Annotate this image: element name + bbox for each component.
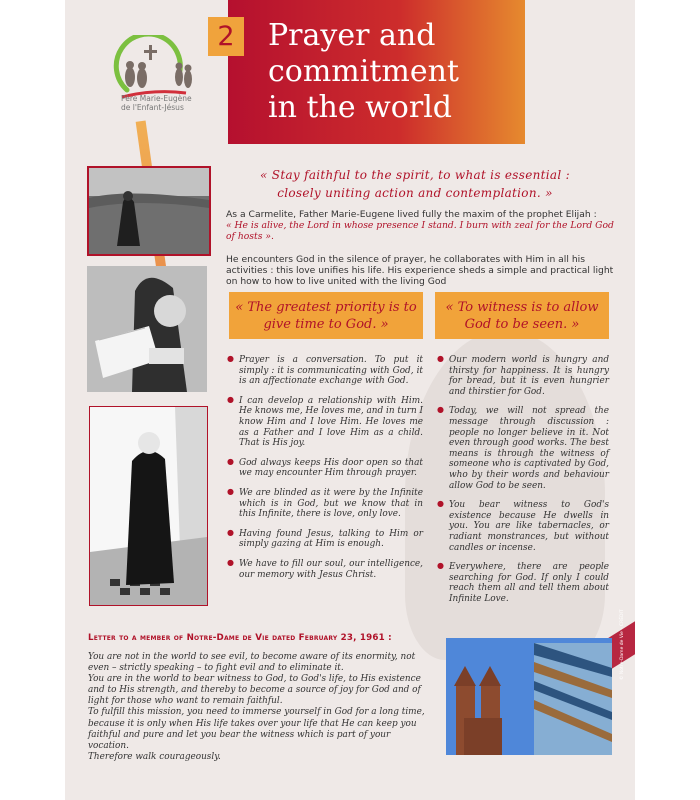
title-line: Prayer and <box>268 18 436 53</box>
photo-standing-priest <box>89 406 208 606</box>
main-quote-line: « Stay faithful to the spirit, to what is essential : <box>260 168 570 182</box>
main-quote-line: closely uniting action and contemplation. » <box>277 186 553 200</box>
list-item: ● You bear witness to God's existence because He dwells in you. You are like tabernacles, or radiant monstrances, but without candles or incense. <box>437 500 609 553</box>
list-item: ● God always keeps His door open so that we may encounter Him through prayer. <box>227 458 423 479</box>
letter-paragraph: To fulfill this mission, you need to immerse yourself in God for a long time, because it is only when His life takes over your life that He can keep you faithful and pure and let you bear the witness which is part of your vocation. <box>88 707 425 751</box>
letter-paragraph: Therefore walk courageously. <box>88 751 221 762</box>
letter-paragraph: You are not in the world to see evil, to become aware of its enormity, not even – strictly speaking – to fight evil and to eliminate it. <box>88 652 416 674</box>
list-item: ● Our modern world is hungry and thirsty for happiness. It is hungry for bread, but it is even hungrier and thirstier for God. <box>437 355 609 397</box>
body-paragraph: He encounters God in the silence of prayer, he collaborates with Him in all his activities : this love unifies his life. His experience sheds a simple and practical light on how to how to live united with the living God <box>226 254 614 288</box>
list-item: ● Prayer is a conversation. To put it simply : it is communicating with God, it is an affectionate exchange with God. <box>227 355 423 387</box>
list-item: ● We are blinded as it were by the Infinite which is in God, but we know that in this Infinite, there is love, only love. <box>227 488 423 520</box>
list-item: ● We have to fill our soul, our intelligence, our memory with Jesus Christ. <box>227 559 423 580</box>
title-line: in the world <box>268 90 452 125</box>
letter-paragraph: You are in the world to bear witness to God, to God's life, to His existence and to His strength, and thereby to become a source of joy for God and of light for those who want to remain faithful. <box>88 674 421 707</box>
section-number: 2 <box>208 17 244 56</box>
photo-reading-priest <box>87 266 207 392</box>
page-title <box>268 18 528 126</box>
main-quote <box>235 166 595 202</box>
right-heading-box <box>435 292 609 339</box>
photo-cathedral-and-building <box>446 638 612 755</box>
right-bullet-list <box>437 355 609 613</box>
letter-text <box>88 652 433 763</box>
side-caption: © Notre-Dame de Vie – CRÉDIT <box>620 609 625 680</box>
logo-label <box>121 94 221 112</box>
left-bullet-list <box>227 355 423 589</box>
logo-subname: de l'Enfant-Jésus <box>121 103 184 112</box>
photo-field-priest <box>87 166 211 256</box>
elijah-quote: « He is alive, the Lord in whose presence I stand. I burn with zeal for the Lord God of hosts ». <box>226 220 614 243</box>
title-line: commitment <box>268 54 459 89</box>
left-heading: « The greatest priority is to give time to God. » <box>235 299 417 332</box>
intro-paragraph <box>226 209 616 243</box>
list-item: ● Today, we will not spread the message through discussion : people no longer believe in it. Not even through good works. The best means is through the witness of someone who is captivated by God, who by their words and behaviour allow God to be seen. <box>437 406 609 491</box>
left-heading-box <box>229 292 423 339</box>
list-item: ● I can develop a relationship with Him. He knows me, He loves me, and in turn I know Him and I love Him. He loves me as a Father and I love Him as a child. That is His joy. <box>227 396 423 449</box>
intro-text: As a Carmelite, Father Marie-Eugene lived fully the maxim of the prophet Elijah : <box>226 209 597 220</box>
right-heading: « To witness is to allow God to be seen. » <box>445 299 599 332</box>
list-item: ● Having found Jesus, talking to Him or simply gazing at Him is enough. <box>227 529 423 550</box>
logo-name: Père Marie-Eugène <box>121 94 192 103</box>
letter-heading: Letter to a member of Notre-Dame de Vie dated February 23, 1961 : <box>88 633 392 643</box>
list-item: ● Everywhere, there are people searching for God. If only I could reach them all and tell them about Infinite Love. <box>437 562 609 604</box>
